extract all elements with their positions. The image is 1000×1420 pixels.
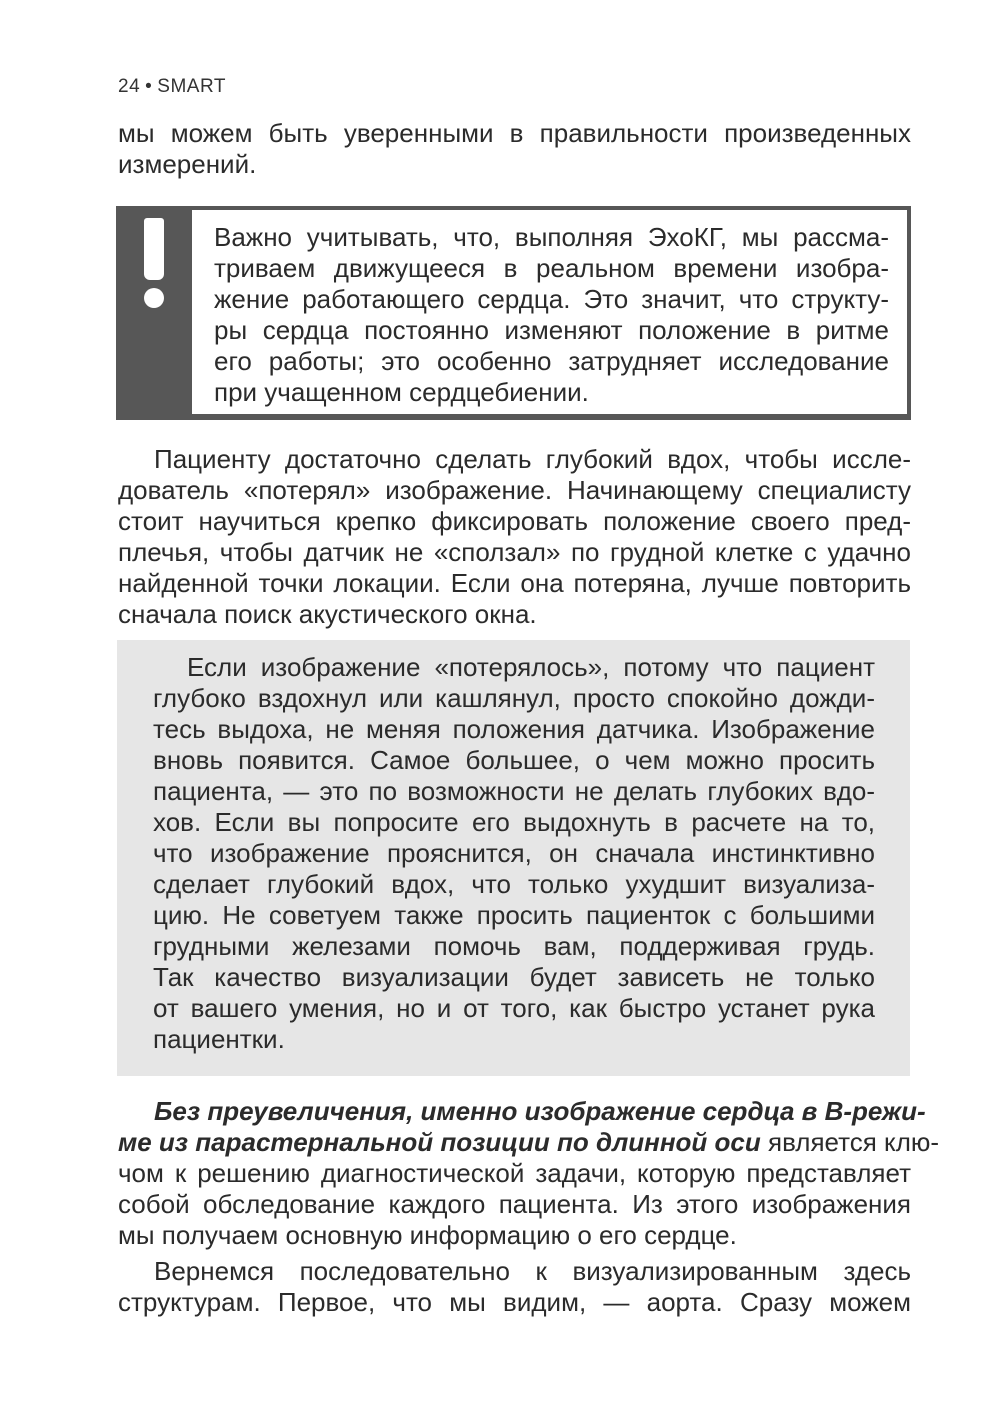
- text-line: от вашего умения, но и от того, как быстро устанет рука: [153, 993, 875, 1023]
- warning-content: [192, 210, 907, 414]
- paragraph-body: [118, 444, 911, 630]
- text-line: Вернемся последовательно к визуализированным здесь: [154, 1256, 911, 1286]
- text-line: стоит научиться крепко фиксировать положение своего пред-: [118, 506, 911, 536]
- text-line: ры сердца постоянно изменяют положение в ритме: [214, 315, 889, 345]
- text-line: найденной точки локации. Если она потеряна, лучше повторить: [118, 568, 911, 598]
- text-line: мы можем быть уверенными в правильности произведенных: [118, 118, 911, 148]
- running-head: [118, 76, 226, 98]
- text-line: его работы; это особенно затрудняет исследование: [214, 346, 889, 376]
- header-separator: •: [145, 76, 153, 97]
- text-line: сделает глубокий вдох, что только ухудшит визуализа-: [153, 869, 875, 899]
- plain-text: является клю-: [760, 1127, 940, 1157]
- text-line: чом к решению диагностической задачи, которую представляет: [118, 1158, 911, 1188]
- text-line: Если изображение «потерялось», потому что пациент: [187, 652, 875, 682]
- exclamation-icon: [136, 218, 172, 308]
- text-line: Важно учитывать, что, выполняя ЭхоКГ, мы рассма-: [214, 222, 889, 252]
- text-line: что изображение прояснится, он сначала инстинктивно: [153, 838, 875, 868]
- text-line: жение работающего сердца. Это значит, что структу-: [214, 284, 889, 314]
- text-line: цию. Не советуем также просить пациенток с большими: [153, 900, 875, 930]
- text-line: тесь выдоха, не меняя положения датчика. Изображение: [153, 714, 875, 744]
- text-line: пациента, — это по возможности не делать глубоких вдо-: [153, 776, 875, 806]
- paragraph-continuation: [118, 118, 911, 180]
- text-line: сначала поиск акустического окна.: [118, 599, 537, 629]
- text-line: Так качество визуализации будет зависеть не только: [153, 962, 875, 992]
- emphasis-text: ме из парастернальной позиции по длинной оси: [118, 1127, 761, 1157]
- text-line: пациентки.: [153, 1024, 285, 1054]
- series-name: SMART: [157, 76, 226, 97]
- text-line: хов. Если вы попросите его выдохнуть в расчете на то,: [153, 807, 875, 837]
- warning-text: [214, 222, 889, 408]
- tip-callout: [117, 640, 910, 1076]
- emphasis-line: Без преувеличения, именно изображение сердца в В-режи-: [154, 1096, 926, 1126]
- paragraph-key-view: [118, 1096, 940, 1251]
- page-number: 24: [118, 76, 141, 97]
- text-line: плечья, чтобы датчик не «сползал» по грудной клетке с удачно: [118, 537, 911, 567]
- text-line: вновь появится. Самое большее, о чем можно просить: [153, 745, 875, 775]
- paragraph-structures: [118, 1256, 911, 1318]
- tip-text: [153, 652, 875, 1055]
- text-line: триваем движущееся в реальном времени изобра-: [214, 253, 889, 283]
- text-line: Пациенту достаточно сделать глубокий вдох, чтобы иссле-: [154, 444, 911, 474]
- text-line: структурам. Первое, что мы видим, — аорта. Сразу можем: [118, 1287, 911, 1317]
- text-line: мы получаем основную информацию о его сердце.: [118, 1220, 737, 1250]
- warning-callout: [116, 206, 911, 420]
- text-line: собой обследование каждого пациента. Из этого изображения: [118, 1189, 911, 1219]
- text-line: глубоко вздохнул или кашлянул, просто спокойно дожди-: [153, 683, 875, 713]
- text-line: при учащенном сердцебиении.: [214, 377, 589, 407]
- mixed-line: [118, 1127, 940, 1158]
- text-line: грудными железами помочь вам, поддерживая грудь.: [153, 931, 875, 961]
- text-line: дователь «потерял» изображение. Начинающему специалисту: [118, 475, 911, 505]
- text-line: измерений.: [118, 149, 257, 179]
